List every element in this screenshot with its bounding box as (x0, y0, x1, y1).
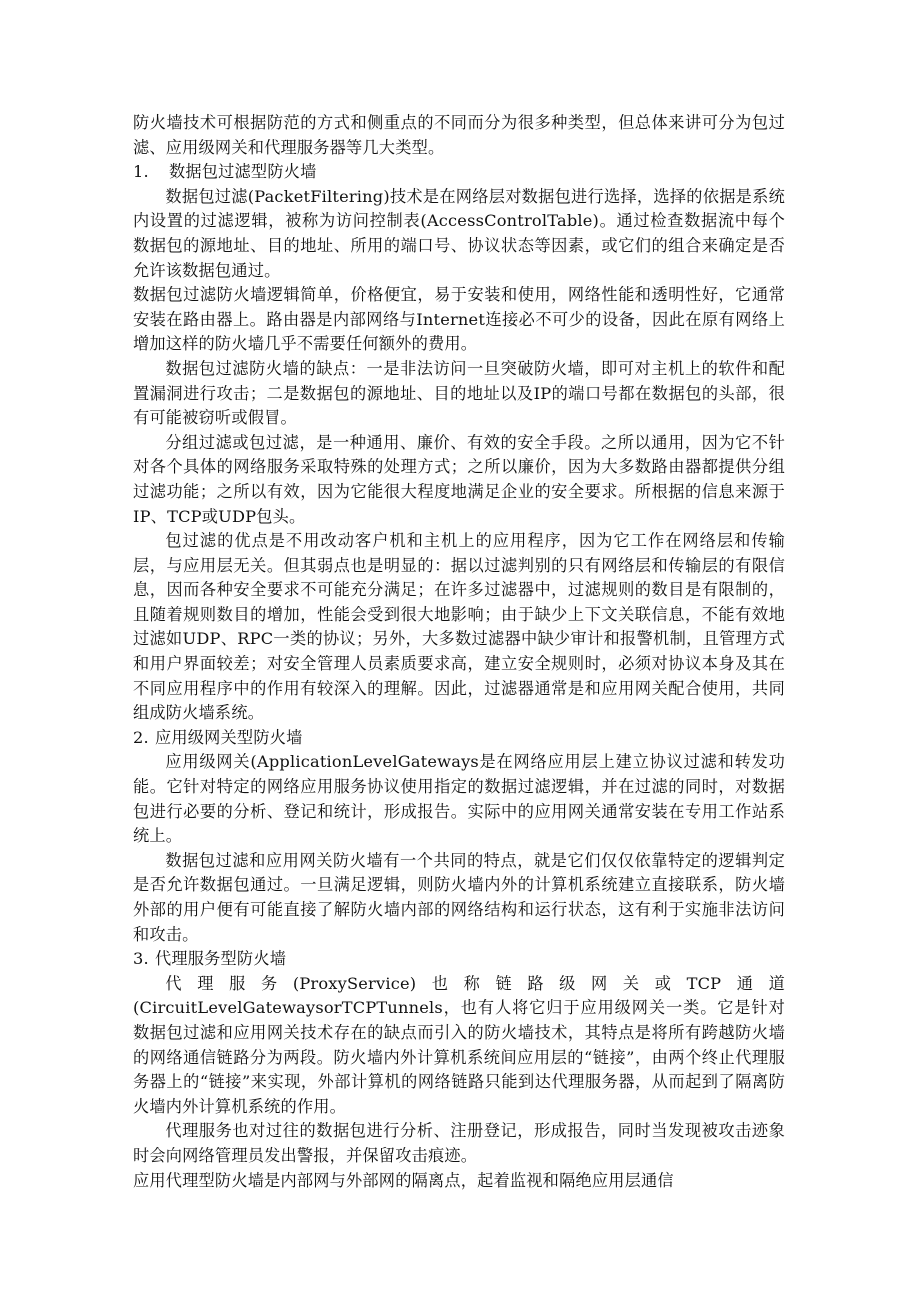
section-3-number: 3. (133, 949, 149, 969)
section-2-title: 应用级网关型防火墙 (155, 727, 303, 747)
section-3-heading (133, 947, 785, 972)
section-2-paragraph-2: 数据包过滤和应用网关防火墙有一个共同的特点，就是它们仅仅依靠特定的逻辑判定是否允许数据包通过。一旦满足逻辑，则防火墙内外的计算机系统建立直接联系，防火墙外部的用户便有可能直接了解防火墙内部的网络结构和运行状态，这有利于实施非法访问和攻击。 (133, 850, 785, 944)
section-1-paragraph-1: 数据包过滤(PacketFiltering)技术是在网络层对数据包进行选择，选择的依据是系统内设置的过滤逻辑，被称为访问控制表(AccessControlTable)。通过检查数据流中每个数据包的源地址、目的地址、所用的端口号、协议状态等因素，或它们的组合来确定是否允许该数据包通过。 (133, 186, 785, 280)
section-3-title: 代理服务型防火墙 (155, 949, 287, 969)
section-1-paragraph-3: 数据包过滤防火墙的缺点：一是非法访问一旦突破防火墙，即可对主机上的软件和配置漏洞进行攻击；二是数据包的源地址、目的地址以及IP的端口号都在数据包的头部，很有可能被窃听或假冒。 (133, 358, 785, 428)
section-3-paragraph-3: 应用代理型防火墙是内部网与外部网的隔离点，起着监视和隔绝应用层通信 (133, 1170, 674, 1190)
section-3-paragraph-2: 代理服务也对过往的数据包进行分析、注册登记，形成报告，同时当发现被攻击迹象时会向网络管理员发出警报，并保留攻击痕迹。 (133, 1121, 785, 1165)
section-2-paragraph-1: 应用级网关(ApplicationLevelGateways是在网络应用层上建立协议过滤和转发功能。它针对特定的网络应用服务协议使用指定的数据过滤逻辑，并在过滤的同时，对数据包进行必要的分析、登记和统计，形成报告。实际中的应用网关通常安装在专用工作站系统上。 (133, 752, 785, 846)
section-1-paragraph-5: 包过滤的优点是不用改动客户机和主机上的应用程序，因为它工作在网络层和传输层，与应用层无关。但其弱点也是明显的：据以过滤判别的只有网络层和传输层的有限信息，因而各种安全要求不可能充分满足；在许多过滤器中，过滤规则的数目是有限制的，且随着规则数目的增加，性能会受到很大地影响；由于缺少上下文关联信息，不能有效地过滤如UDP、RPC一类的协议；另外，大多数过滤器中缺少审计和报警机制，且管理方式和用户界面较差；对安全管理人员素质要求高，建立安全规则时，必须对协议本身及其在不同应用程序中的作用有较深入的理解。因此，过滤器通常是和应用网关配合使用，共同组成防火墙系统。 (133, 531, 785, 723)
section-2-heading (133, 726, 785, 751)
section-1-paragraph-2: 数据包过滤防火墙逻辑简单，价格便宜，易于安装和使用，网络性能和透明性好，它通常安装在路由器上。路由器是内部网络与Internet连接必不可少的设备，因此在原有网络上增加这样的防火墙几乎不需要任何额外的费用。 (133, 285, 785, 354)
section-3-paragraph-1: 代理服务(ProxyService)也称链路级网关或TCP通道(CircuitLevelGatewaysorTCPTunnels，也有人将它归于应用级网关一类。它是针对数据包过滤和应用网关技术存在的缺点而引入的防火墙技术，其特点是将所有跨越防火墙的网络通信链路分为两段。防火墙内外计算机系统间应用层的“链接”，由两个终止代理服务器上的“链接”来实现，外部计算机的网络链路只能到达代理服务器，从而起到了隔离防火墙内外计算机系统的作用。 (133, 973, 785, 1116)
document-page (133, 111, 785, 1193)
intro-paragraph: 防火墙技术可根据防范的方式和侧重点的不同而分为很多种类型，但总体来讲可分为包过滤、应用级网关和代理服务器等几大类型。 (133, 113, 785, 157)
section-1-title: 数据包过滤型防火墙 (169, 162, 317, 182)
section-1-heading (133, 160, 785, 185)
section-1-number: 1. (133, 162, 149, 182)
section-1-paragraph-4: 分组过滤或包过滤，是一种通用、廉价、有效的安全手段。之所以通用，因为它不针对各个具体的网络服务采取特殊的处理方式；之所以廉价，因为大多数路由器都提供分组过滤功能；之所以有效，因为它能很大程度地满足企业的安全要求。所根据的信息来源于IP、TCP或UDP包头。 (133, 432, 785, 526)
section-2-number: 2. (133, 727, 149, 747)
